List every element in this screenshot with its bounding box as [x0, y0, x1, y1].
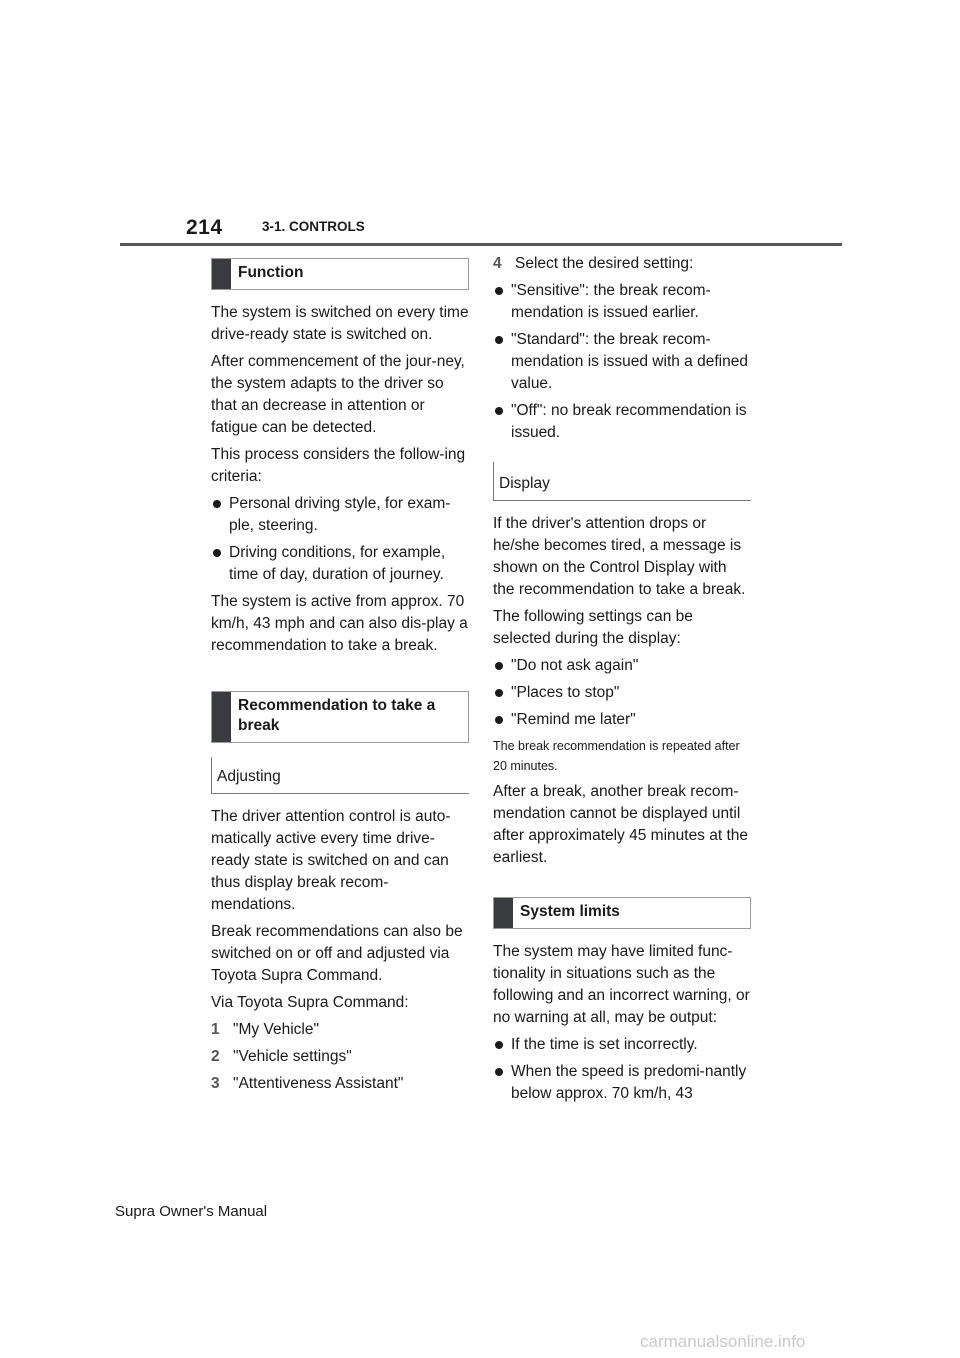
paragraph: Via Toyota Supra Command: — [211, 994, 409, 1011]
step-number: 2 — [211, 1048, 220, 1065]
paragraph: The driver attention control is auto-matically active every time drive-ready state is switched on and can thus display break recom-mendations. — [211, 808, 451, 913]
list-item: Driving conditions, for example, time of day, duration of journey. — [211, 542, 469, 586]
subheading-adjusting: Adjusting — [211, 757, 469, 794]
step-text: Select the desired setting: — [515, 255, 694, 272]
step-number: 3 — [211, 1075, 220, 1092]
list-item: "Standard": the break recom-mendation is issued with a defined value. — [493, 329, 751, 395]
list-item: "Remind me later" — [493, 709, 751, 731]
section-heading-recommendation: Recommendation to take a break — [211, 691, 469, 743]
list-item: "Do not ask again" — [493, 655, 751, 677]
paragraph: The system is active from approx. 70 km/h, 43 mph and can also dis-play a recommendation to take a break. — [211, 593, 468, 654]
step-text: "Attentiveness Assistant" — [233, 1075, 404, 1092]
left-column — [211, 258, 469, 1095]
list-item: "Places to stop" — [493, 682, 751, 704]
watermark: carmanualsonline.info — [640, 1332, 806, 1351]
paragraph: The system may have limited func-tionality in situations such as the following and an incorrect warning, or no warning at all, may be output: — [493, 943, 750, 1026]
step-item — [211, 1019, 469, 1041]
paragraph: The system is switched on every time drive-ready state is switched on. — [211, 304, 469, 343]
section-heading-system-limits: System limits — [493, 897, 751, 929]
section-heading-function: Function — [211, 258, 469, 290]
right-column — [493, 253, 751, 1105]
paragraph: Break recommendations can also be switched on or off and adjusted via Toyota Supra Command. — [211, 923, 463, 984]
step-text: "Vehicle settings" — [233, 1048, 352, 1065]
paragraph: The following settings can be selected during the display: — [493, 608, 693, 647]
paragraph: After a break, another break recom-mendation cannot be displayed until after approximately 45 minutes at the earliest. — [493, 783, 749, 866]
step-text: "My Vehicle" — [233, 1021, 319, 1038]
step-number: 4 — [493, 255, 502, 272]
subheading-display: Display — [493, 462, 751, 501]
paragraph: This process considers the follow-ing criteria: — [211, 446, 466, 485]
list-item: "Sensitive": the break recom-mendation is issued earlier. — [493, 280, 751, 324]
note-text: The break recommendation is repeated after 20 minutes. — [493, 739, 740, 773]
list-item: Personal driving style, for exam-ple, steering. — [211, 493, 469, 537]
manual-footer: Supra Owner's Manual — [115, 1203, 268, 1220]
paragraph: After commencement of the jour-ney, the system adapts to the driver so that an decrease in attention or fatigue can be detected. — [211, 353, 465, 436]
chapter-title: 3-1. CONTROLS — [262, 219, 365, 234]
step-number: 1 — [211, 1021, 220, 1038]
list-item: If the time is set incorrectly. — [493, 1034, 751, 1056]
step-item — [211, 1073, 469, 1095]
list-item: When the speed is predomi-nantly below approx. 70 km/h, 43 — [493, 1061, 751, 1105]
header-rule — [120, 243, 842, 246]
step-item — [493, 253, 751, 275]
paragraph: If the driver's attention drops or he/she becomes tired, a message is shown on the Control Display with the recommendation to take a break. — [493, 515, 746, 598]
list-item: "Off": no break recommendation is issued. — [493, 400, 751, 444]
page-number: 214 — [186, 216, 223, 239]
step-item — [211, 1046, 469, 1068]
